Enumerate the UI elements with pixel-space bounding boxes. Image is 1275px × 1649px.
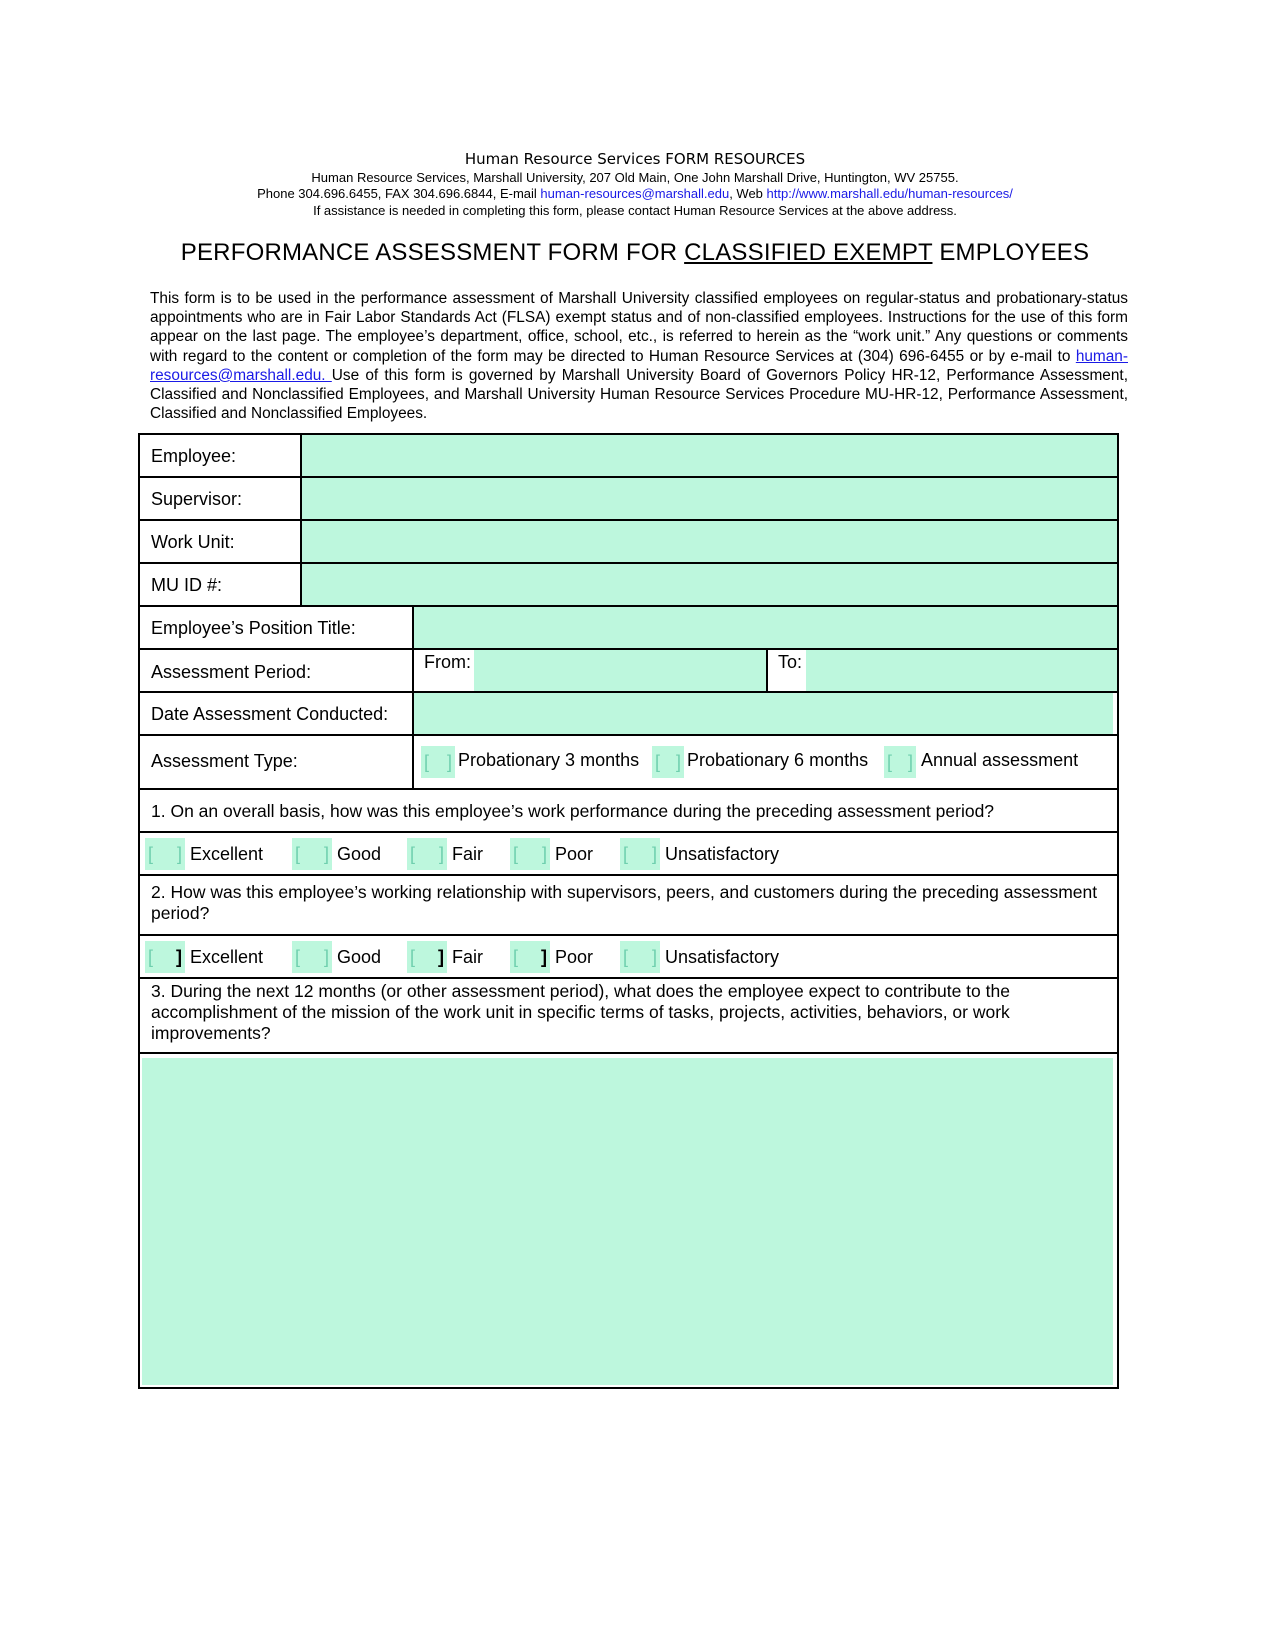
- type-annual-checkbox[interactable]: [884, 746, 916, 778]
- q1-fair-checkbox[interactable]: [407, 838, 447, 870]
- employee-row: [140, 435, 1117, 478]
- work-unit-label: Work Unit:: [151, 532, 235, 552]
- box-open: [: [410, 844, 416, 864]
- box-open: [: [513, 947, 519, 967]
- box-open: [: [623, 947, 629, 967]
- to-label: To:: [778, 652, 803, 672]
- type-probationary-6-checkbox[interactable]: [652, 746, 684, 778]
- question-3-answer-field[interactable]: [142, 1058, 1113, 1385]
- intro-paragraph: [150, 289, 1128, 423]
- assessment-form: [138, 433, 1119, 1389]
- box-open: [: [148, 844, 154, 864]
- period-row: [140, 650, 1117, 693]
- question-1-row: [140, 790, 1117, 833]
- rating-label: Excellent: [190, 947, 264, 967]
- position-row: [140, 607, 1117, 650]
- date-field[interactable]: [414, 693, 1113, 734]
- question-3: 3. During the next 12 months (or other assessment period), what does the employee expect to contribute to the accomplishment of the mission of the work unit in specific terms of tasks, projects, activities, behaviors, or work improvements?: [151, 981, 1010, 1043]
- question-1-ratings: [140, 833, 1117, 876]
- box-close: ]: [446, 752, 452, 772]
- employee-label: Employee:: [151, 446, 237, 466]
- title-part2: EMPLOYEES: [932, 239, 1090, 266]
- question-2-ratings: [140, 936, 1117, 979]
- type-option-label: Probationary 6 months: [687, 750, 869, 770]
- question-2-row: [140, 876, 1117, 936]
- position-field[interactable]: [414, 607, 1117, 648]
- divider: [412, 650, 414, 691]
- divider: [766, 650, 768, 691]
- title-underlined: CLASSIFIED EXEMPT: [684, 239, 933, 266]
- box-close: ]: [651, 844, 657, 864]
- box-close: ]: [541, 844, 547, 864]
- box-open: [: [410, 947, 416, 967]
- intro-email-link[interactable]: human-resources@marshall.edu.: [150, 347, 1128, 384]
- box-open: [: [295, 844, 301, 864]
- header-web-link[interactable]: http://www.marshall.edu/human-resources/: [766, 186, 1013, 201]
- title-part1: PERFORMANCE ASSESSMENT FORM FOR: [180, 239, 685, 266]
- q1-excellent-checkbox[interactable]: [145, 838, 185, 870]
- date-row: [140, 693, 1117, 736]
- supervisor-row: [140, 478, 1117, 521]
- type-label: Assessment Type:: [151, 751, 298, 771]
- intro-text-2: Use of this form is governed by Marshall University Board of Governors Policy HR-12, Performance Assessment, Classified and Nonclassified Employees, and Marshall University Human Resource Services Procedure MU-HR-12, Performance Assessment, Classified and Nonclassified Employees.: [150, 366, 1128, 423]
- box-close: ]: [541, 947, 547, 967]
- box-close: ]: [675, 752, 681, 772]
- question-3-row: [140, 979, 1117, 1054]
- rating-label: Good: [337, 844, 382, 864]
- rating-label: Fair: [452, 844, 483, 864]
- page-title: [130, 239, 1140, 267]
- q1-good-checkbox[interactable]: [292, 838, 332, 870]
- date-label: Date Assessment Conducted:: [151, 704, 389, 724]
- mu-id-row: [140, 564, 1117, 607]
- work-unit-field[interactable]: [302, 521, 1117, 562]
- divider: [412, 736, 414, 788]
- question-1: 1. On an overall basis, how was this employee’s work performance during the preceding assessment period?: [151, 801, 995, 821]
- period-to-field[interactable]: [806, 650, 1117, 691]
- rating-label: Poor: [555, 947, 594, 967]
- box-close: ]: [438, 947, 444, 967]
- box-open: [: [424, 752, 430, 772]
- rating-label: Poor: [555, 844, 594, 864]
- box-open: [: [887, 752, 893, 772]
- rating-label: Excellent: [190, 844, 264, 864]
- q1-poor-checkbox[interactable]: [510, 838, 550, 870]
- work-unit-row: [140, 521, 1117, 564]
- supervisor-field[interactable]: [302, 478, 1117, 519]
- rating-label: Unsatisfactory: [665, 947, 780, 967]
- box-close: ]: [651, 947, 657, 967]
- q2-poor-checkbox[interactable]: [510, 941, 550, 973]
- type-option-label: Probationary 3 months: [458, 750, 640, 770]
- box-open: [: [148, 947, 154, 967]
- intro-text-1: This form is to be used in the performance assessment of Marshall University classified employees on regular-status and probationary-status appointments who are in Fair Labor Standards Act (FLSA) exempt status and of non-classified employees. Instructions for the use of this form appear on the last page. The employee’s department, office, school, etc., is referred to herein as the “work unit.” Any questions or comments with regard to the content or completion of the form may be directed to Human Resource Services at (304) 696-6455 or by e-mail to: [150, 290, 1128, 365]
- question-2: 2. How was this employee’s working relationship with supervisors, peers, and customers during the preceding assessment period?: [151, 882, 1098, 923]
- q2-good-checkbox[interactable]: [292, 941, 332, 973]
- mu-id-label: MU ID #:: [151, 575, 223, 595]
- position-label: Employee’s Position Title:: [151, 618, 356, 638]
- rating-label: Fair: [452, 947, 483, 967]
- header-title: Human Resource Services FORM RESOURCES: [464, 150, 806, 168]
- employee-field[interactable]: [302, 435, 1117, 476]
- box-open: [: [623, 844, 629, 864]
- q2-fair-checkbox[interactable]: [407, 941, 447, 973]
- header-contact-text: Phone 304.696.6455, FAX 304.696.6844, E-mail: [257, 186, 541, 201]
- rating-label: Unsatisfactory: [665, 844, 780, 864]
- supervisor-label: Supervisor:: [151, 489, 243, 509]
- box-close: ]: [438, 844, 444, 864]
- q2-excellent-checkbox[interactable]: [145, 941, 185, 973]
- box-close: ]: [176, 947, 182, 967]
- from-label: From:: [424, 652, 471, 672]
- period-from-field[interactable]: [474, 650, 766, 691]
- box-open: [: [513, 844, 519, 864]
- box-close: ]: [176, 844, 182, 864]
- type-probationary-3-checkbox[interactable]: [421, 746, 455, 778]
- q2-unsatisfactory-checkbox[interactable]: [620, 941, 660, 973]
- header-assistance: If assistance is needed in completing this form, please contact Human Resource Services at the above address.: [313, 203, 957, 218]
- q1-unsatisfactory-checkbox[interactable]: [620, 838, 660, 870]
- type-row: [140, 736, 1117, 790]
- header-address: Human Resource Services, Marshall University, 207 Old Main, One John Marshall Drive, Huntington, WV 25755.: [311, 170, 959, 185]
- box-close: ]: [323, 844, 329, 864]
- box-open: [: [655, 752, 661, 772]
- period-label: Assessment Period:: [151, 662, 312, 682]
- mu-id-field[interactable]: [302, 564, 1117, 605]
- rating-label: Good: [337, 947, 382, 967]
- box-open: [: [295, 947, 301, 967]
- box-close: ]: [907, 752, 913, 772]
- header-contact: [130, 186, 1140, 201]
- box-close: ]: [323, 947, 329, 967]
- header-email-link[interactable]: human-resources@marshall.edu: [540, 186, 730, 201]
- type-option-label: Annual assessment: [921, 750, 1079, 770]
- header-web-prefix: , Web: [729, 186, 767, 201]
